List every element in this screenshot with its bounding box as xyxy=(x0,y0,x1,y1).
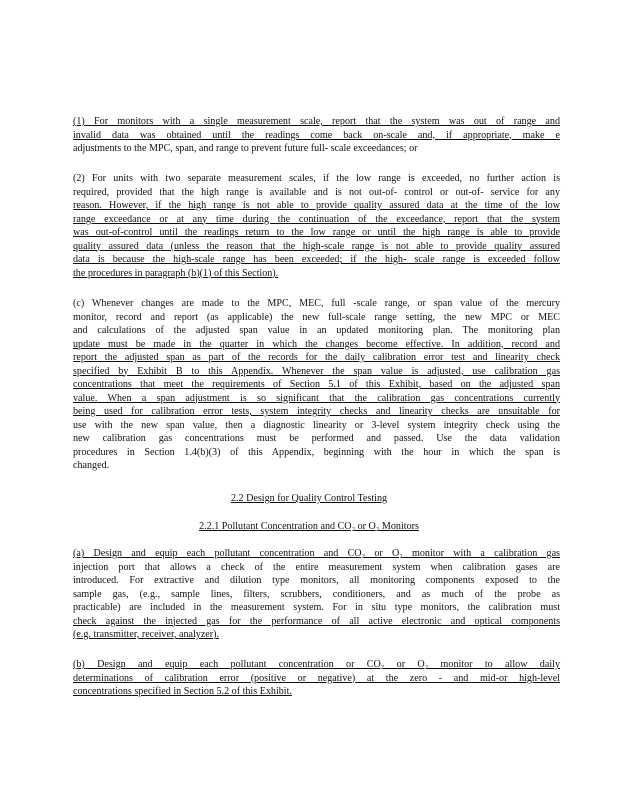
text-line: (2) For units with two separate measurement scales, if the low range is exceeded, no further action is xyxy=(73,173,560,184)
paragraph-4 xyxy=(73,547,560,642)
text-line: adjustments to the MPC, span, and range to prevent future full- scale exceedances; or xyxy=(73,143,418,154)
text-line: quality assured data (unless the reason that the high-scale range is not able to provide quality assured xyxy=(73,240,560,252)
text-line: data is because the high-scale range has been exceeded; if the high- scale range is exceeded follow xyxy=(73,254,560,265)
text-line: procedures in Section 1.4(b)(3) of this Appendix, beginning with the hour in which the span is xyxy=(73,446,560,458)
text-line: (c) Whenever changes are made to the MPC, MEC, full -scale range, or span value of the mercury xyxy=(73,298,560,309)
paragraph-1 xyxy=(73,115,560,156)
text-line: was out-of-control until the readings return to the low range or until the high range is able to provide xyxy=(73,227,560,238)
paragraph-3 xyxy=(73,297,560,473)
text-line: range exceedance or at any time during the continuation of the exceedance, report that the system xyxy=(73,213,560,225)
text-line: (1) For monitors with a single measurement scale, report that the system was out of range and xyxy=(73,116,560,127)
paragraph-2 xyxy=(73,172,560,280)
text-line: sample gas, (e.g., sample lines, filters, scrubbers, conditioners, and as much of the probe as xyxy=(73,588,560,600)
text-line: injection port that allows a check of the entire measurement system when calibration gases are xyxy=(73,561,560,573)
text-line: the procedures in paragraph (b)(1) of this Section). xyxy=(73,267,279,279)
text-line: introduced. For extractive and dilution type monitors, all monitoring components exposed to the xyxy=(73,575,560,586)
text-line: required, provided that the high range is available and is not out-of- control or out-of- service for any xyxy=(73,186,560,198)
text-line: monitor, record and report (as applicable) the new full-scale range setting, the new MPC or MEC xyxy=(73,311,560,323)
text-line: update must be made in the quarter in which the changes become effective. In addition, record and xyxy=(73,338,560,350)
text-line: determinations of calibration error (positive or negative) at the zero - and mid-or high-level xyxy=(73,672,560,684)
text-line: changed. xyxy=(73,460,110,471)
text-line: (a) Design and equip each pollutant concentration and CO₂ or O₂ monitor with a calibration gas xyxy=(73,548,560,559)
paragraph-5 xyxy=(73,658,560,699)
text-line: invalid data was obtained until the readings come back on-scale and, if appropriate, make e xyxy=(73,129,560,141)
text-line: new calibration gas concentrations must be performed and passed. Use the data validation xyxy=(73,433,560,444)
subsection-heading xyxy=(0,520,618,534)
text-line: use with the new span value, then a diagnostic linearity or 3-level system integrity check using the xyxy=(73,419,560,431)
text-line: concentrations specified in Section 5.2 of this Exhibit. xyxy=(73,686,292,697)
text-line: concentrations that meet the requirements of Section 5.1 of this Exhibit, based on the adjusted span xyxy=(73,379,560,390)
text-line: reason. However, if the high range is not able to provide quality assured data at the time of the low xyxy=(73,200,560,211)
subsection-heading-text: 2.2.1 Pollutant Concentration and CO₂ or O₂ Monitors xyxy=(199,521,419,532)
text-line: specified by Exhibit B to this Appendix. Whenever the span value is adjusted, use calibration gas xyxy=(73,365,560,377)
section-heading xyxy=(0,492,618,506)
section-heading-text: 2.2 Design for Quality Control Testing xyxy=(230,493,388,504)
text-line: and calculations of the adjusted span value in an updated monitoring plan. The monitoring plan xyxy=(73,325,560,336)
text-line: (b) Design and equip each pollutant concentration or CO₂ or O₂ monitor to allow daily xyxy=(73,659,560,670)
text-line: report the adjusted span as part of the records for the daily calibration error test and linearity check xyxy=(73,352,560,363)
text-line: practicable) are included in the measurement system. For in situ type monitors, the calibration must xyxy=(73,602,560,613)
text-line: being used for calibration error tests, system integrity checks and linearity checks are unsuitable for xyxy=(73,406,560,417)
text-line: (e.g. transmitter, receiver, analyzer). xyxy=(73,629,220,640)
text-line: value. When a span adjustment is so significant that the calibration gas concentrations currently xyxy=(73,392,560,404)
text-line: check against the injected gas for the performance of all active electronic and optical components xyxy=(73,615,560,627)
